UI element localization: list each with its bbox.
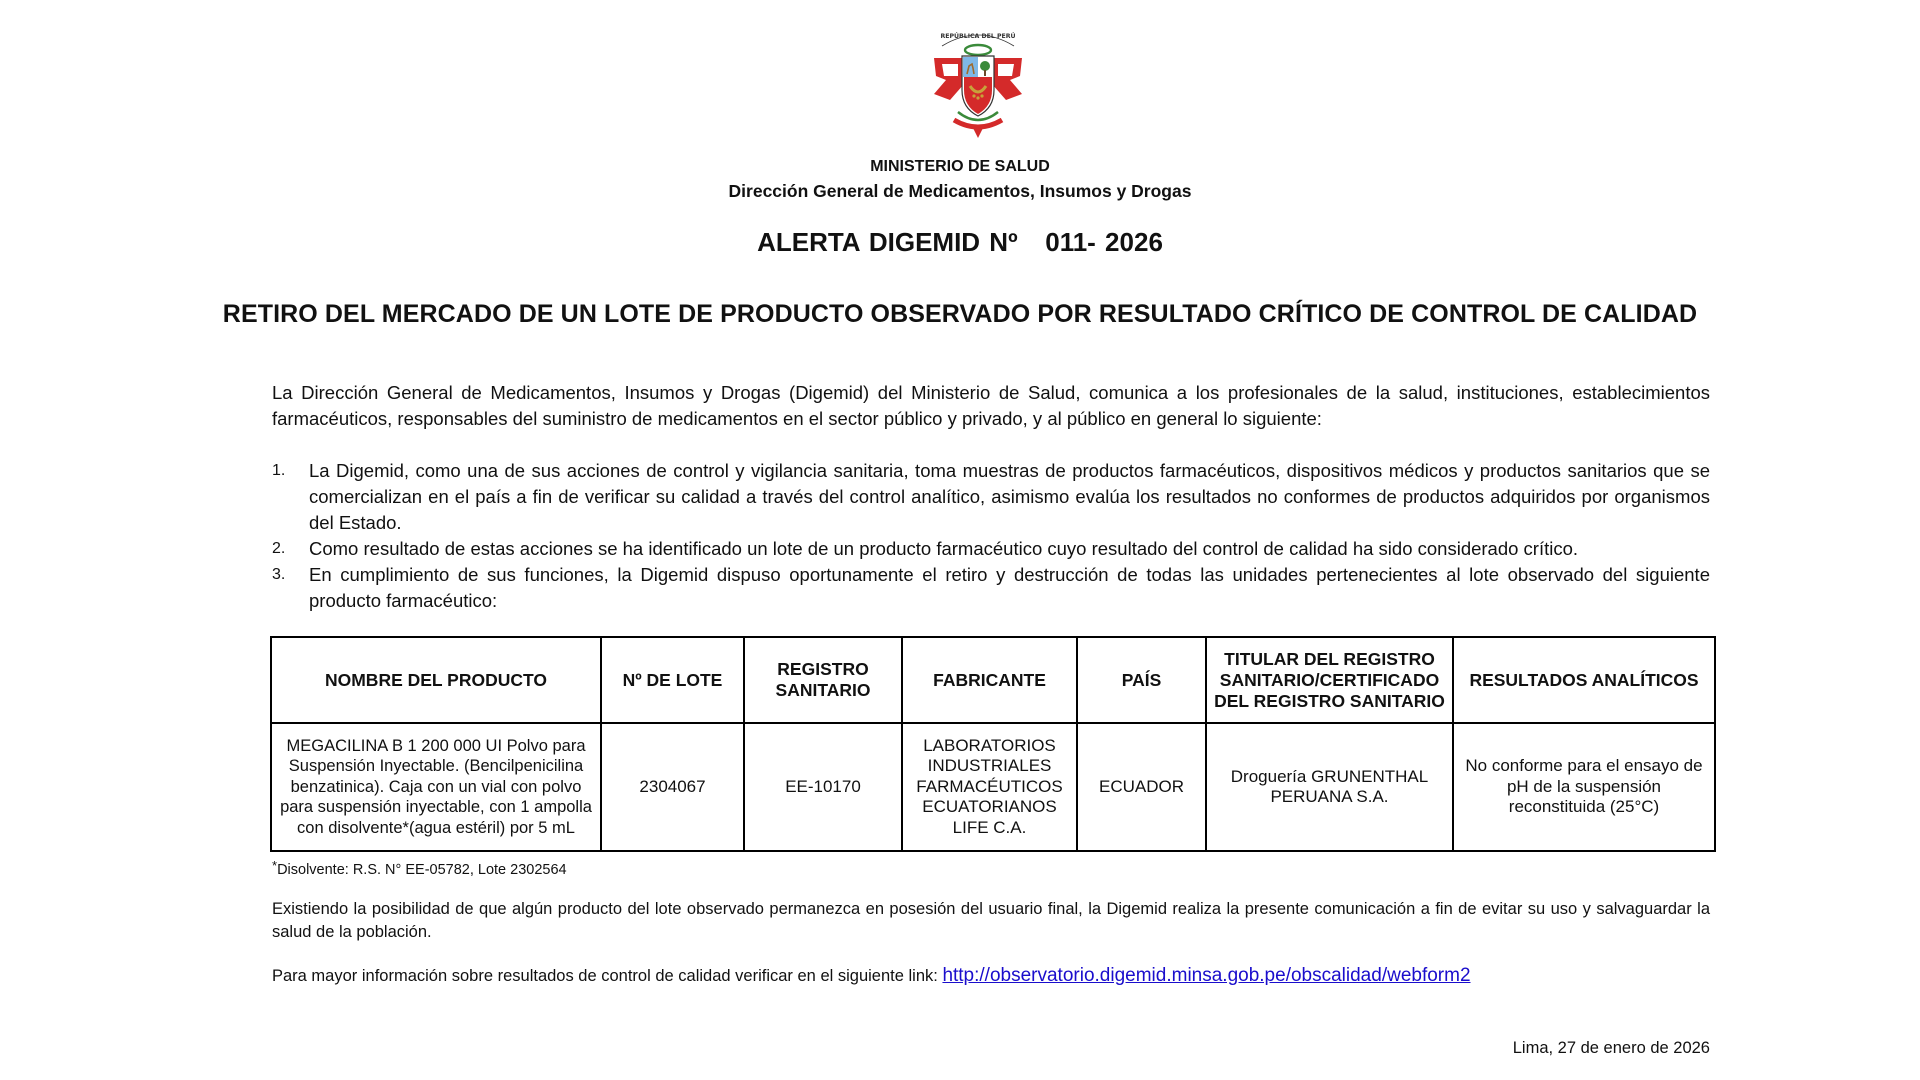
list-item-text: Como resultado de estas acciones se ha identificado un lote de un producto farmacéutico cuyo resultado del control de calidad ha sido considerado crítico.	[309, 538, 1579, 559]
document-date: Lima, 27 de enero de 2026	[1512, 1039, 1710, 1057]
registry-cell: EE-10170	[744, 723, 902, 851]
results-cell: No conforme para el ensayo de pH de la suspensión reconstituida (25°C)	[1453, 723, 1715, 851]
numbered-list	[272, 458, 1710, 614]
footnote	[272, 858, 567, 878]
svg-text:REPÚBLICA DEL PERÚ: REPÚBLICA DEL PERÚ	[940, 33, 1016, 40]
manufacturer-cell: LABORATORIOS INDUSTRIALES FARMACÉUTICOS ECUATORIANOS LIFE C.A.	[902, 723, 1077, 851]
quality-control-link[interactable]: http://observatorio.digemid.minsa.gob.pe/obscalidad/webform2	[942, 965, 1471, 986]
table-header-row	[271, 637, 1715, 723]
list-item	[272, 562, 1710, 614]
footnote-text: Disolvente: R.S. N° EE-05782, Lote 2302564	[277, 862, 567, 878]
list-item	[272, 458, 1710, 536]
list-item-number: 3.	[272, 566, 286, 583]
list-item-text: En cumplimiento de sus funciones, la Digemid dispuso oportunamente el retiro y destrucción de todas las unidades pertenecientes al lote observado del siguiente producto farmacéutico:	[309, 564, 1710, 611]
column-header: PAÍS	[1077, 637, 1206, 723]
column-header: RESULTADOS ANALÍTICOS	[1453, 637, 1715, 723]
product-name-cell: MEGACILINA B 1 200 000 UI Polvo para Suspensión Inyectable. (Bencilpenicilina benzatinica). Caja con un vial con polvo para suspensión inyectable, con 1 ampolla con disolvente*(agua estéril) por 5 mL	[271, 723, 601, 851]
list-item-text: La Digemid, como una de sus acciones de control y vigilancia sanitaria, toma muestras de productos farmacéuticos, dispositivos médicos y productos sanitarios que se comercializan en el país a fin de verificar su calidad a través del control analítico, asimismo evalúa los resultados no conformes de productos adquiridos por organismos del Estado.	[309, 460, 1710, 533]
holder-cell: Droguería GRUNENTHAL PERUANA S.A.	[1206, 723, 1453, 851]
peru-coat-of-arms-icon	[928, 24, 1028, 142]
product-table	[270, 636, 1716, 852]
country-cell: ECUADOR	[1077, 723, 1206, 851]
lot-number-cell: 2304067	[601, 723, 744, 851]
footnote-mark: *	[272, 858, 278, 873]
column-header: REGISTRO SANITARIO	[744, 637, 902, 723]
intro-paragraph: La Dirección General de Medicamentos, Insumos y Drogas (Digemid) del Ministerio de Salud, comunica a los profesionales de la salud, instituciones, establecimientos farmacéuticos, responsables del suministro de medicamentos en el sector público y privado, y al público en general lo siguiente:	[272, 382, 1710, 429]
page-title: RETIRO DEL MERCADO DE UN LOTE DE PRODUCTO OBSERVADO POR RESULTADO CRÍTICO DE CONTROL DE CALIDAD	[222, 300, 1698, 328]
alert-number-title	[0, 227, 1920, 258]
table-row	[271, 723, 1715, 851]
list-item-number: 1.	[272, 462, 286, 479]
ministry-name: MINISTERIO DE SALUD	[870, 158, 1050, 175]
list-item-number: 2.	[272, 540, 286, 557]
column-header: FABRICANTE	[902, 637, 1077, 723]
alert-number-text: ALERTA DIGEMID Nº 011- 2026	[757, 227, 1163, 257]
closing-paragraph: Existiendo la posibilidad de que algún producto del lote observado permanezca en posesión del usuario final, la Digemid realiza la presente comunicación a fin de evitar su uso y salvaguardar la salud de la población.	[272, 900, 1710, 941]
direction-name: Dirección General de Medicamentos, Insumos y Drogas	[728, 181, 1192, 201]
column-header: TITULAR DEL REGISTRO SANITARIO/CERTIFICADO DEL REGISTRO SANITARIO	[1206, 637, 1453, 723]
more-info-paragraph	[272, 964, 1710, 988]
column-header: NOMBRE DEL PRODUCTO	[271, 637, 601, 723]
more-info-text: Para mayor información sobre resultados de control de calidad verificar en el siguiente link:	[272, 967, 943, 985]
column-header: Nº DE LOTE	[601, 637, 744, 723]
list-item	[272, 536, 1710, 562]
